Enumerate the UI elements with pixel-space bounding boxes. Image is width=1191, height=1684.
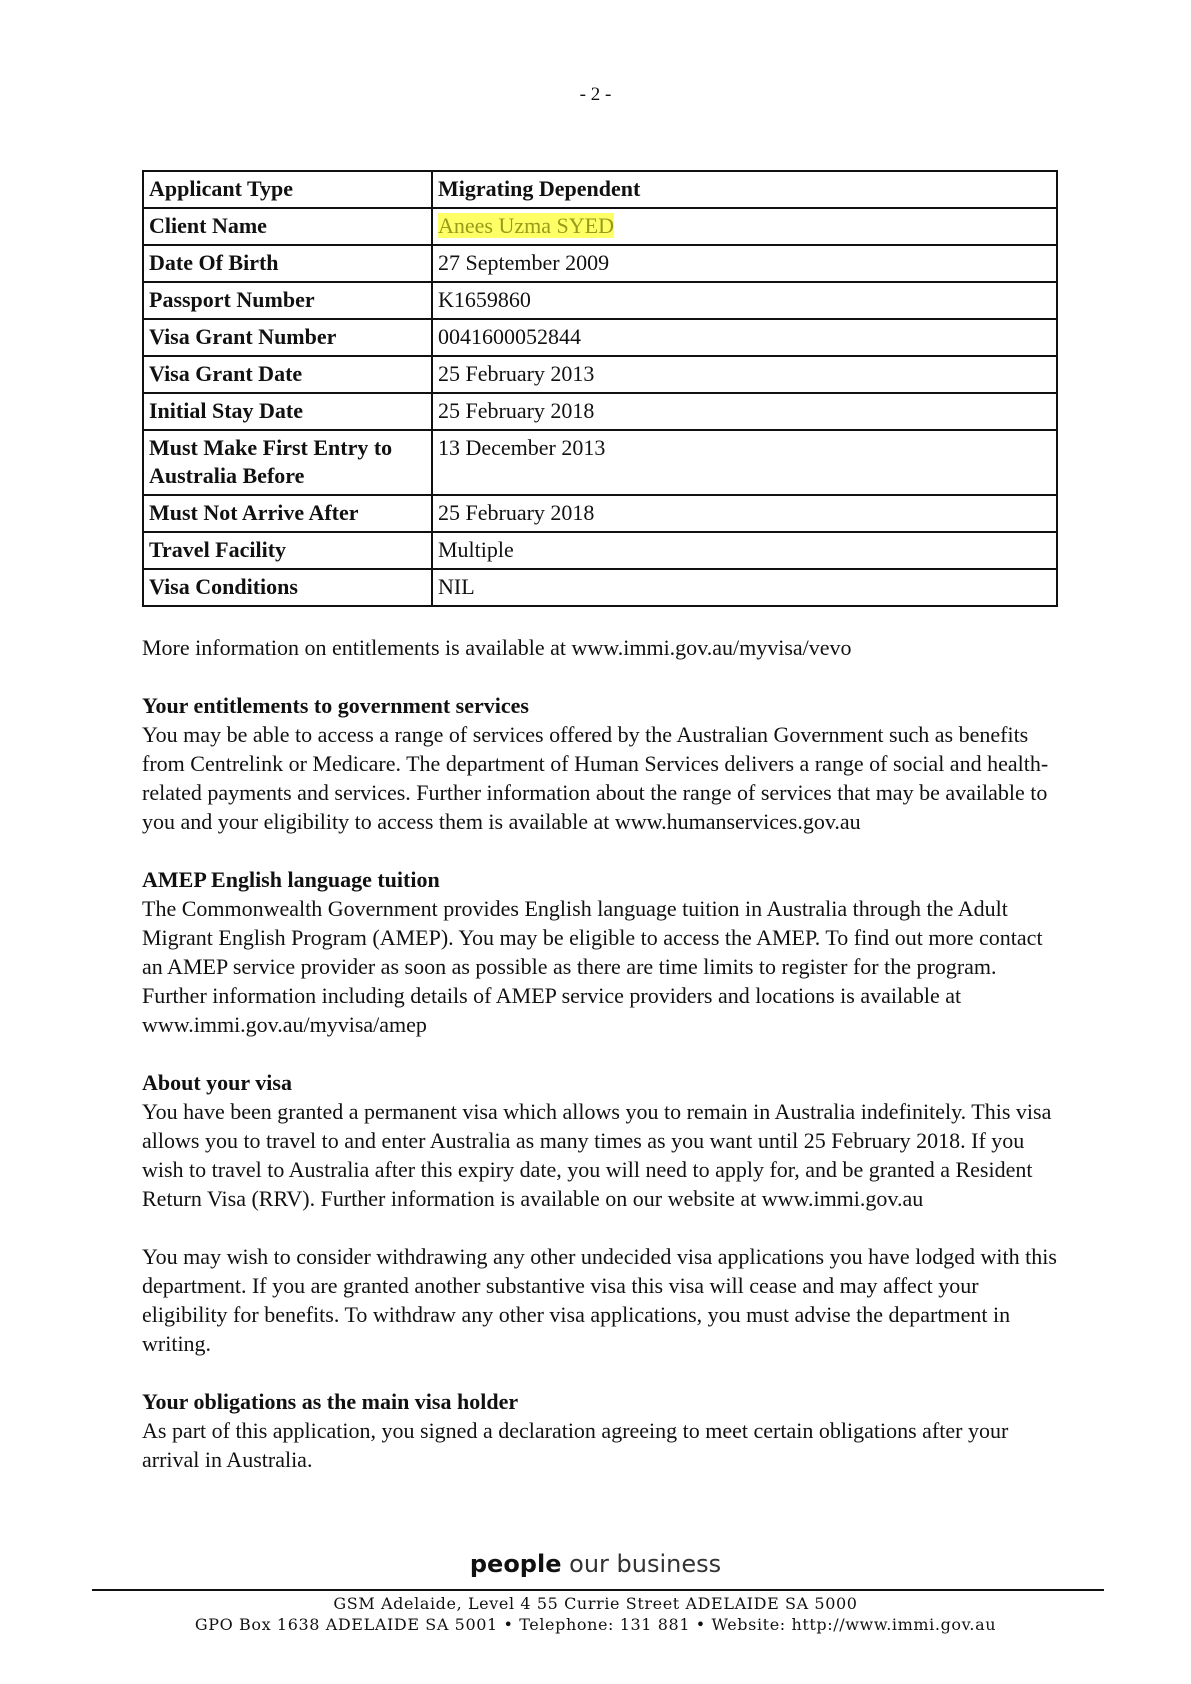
gov-services-heading: Your entitlements to government services [142, 693, 529, 718]
initial-stay-date-value: 25 February 2018 [432, 393, 1057, 430]
table-row [143, 430, 1057, 495]
passport-number-value: K1659860 [432, 282, 1057, 319]
visa-conditions-value: NIL [432, 569, 1057, 606]
table-row [143, 319, 1057, 356]
date-of-birth-value: 27 September 2009 [432, 245, 1057, 282]
client-name-label: Client Name [143, 208, 432, 245]
visa-grant-number-label: Visa Grant Number [143, 319, 432, 356]
table-row [143, 495, 1057, 532]
must-not-arrive-after-value: 25 February 2018 [432, 495, 1057, 532]
table-row [143, 208, 1057, 245]
footer-address-line2: GPO Box 1638 ADELAIDE SA 5001 • Telephone: 131 881 • Website: http://www.immi.gov.au [194, 1615, 997, 1634]
amep-heading: AMEP English language tuition [142, 867, 440, 892]
table-row [143, 356, 1057, 393]
about-visa-paragraph: You have been granted a permanent visa which allows you to remain in Australia indefinitely. This visa allows you to travel to and enter Australia as many times as you want until 25 February 2018. If you wish to travel to Australia after this expiry date, you will need to apply for, and be granted a Resident Return Visa (RRV). Further information is available on our website at www.immi.gov.au [142, 1099, 1052, 1211]
table-row [143, 171, 1057, 208]
visa-details-table [142, 170, 1058, 607]
letter-body [142, 633, 1062, 1503]
gov-services-paragraph: You may be able to access a range of services offered by the Australian Government such as benefits from Centrelink or Medicare. The department of Human Services delivers a range of social and health-related payments and services. Further information about the range of services that may be available to you and your eligibility to access them is available at www.humanservices.gov.au [142, 722, 1049, 834]
more-info-paragraph: More information on entitlements is available at www.immi.gov.au/myvisa/vevo [142, 635, 852, 660]
visa-grant-number-value: 0041600052844 [432, 319, 1057, 356]
withdraw-paragraph: You may wish to consider withdrawing any other undecided visa applications you have lodged with this department. If you are granted another substantive visa this visa will cease and may affect your eligibility for benefits. To withdraw any other visa applications, you must advise the department in writing. [142, 1244, 1057, 1356]
footer-address [0, 1593, 1191, 1635]
visa-grant-date-label: Visa Grant Date [143, 356, 432, 393]
table-row [143, 569, 1057, 606]
table-row [143, 282, 1057, 319]
first-entry-value: 13 December 2013 [432, 430, 1057, 495]
obligations-paragraph: As part of this application, you signed a declaration agreeing to meet certain obligations after your arrival in Australia. [142, 1418, 1009, 1472]
applicant-type-label: Applicant Type [143, 171, 432, 208]
table-row [143, 393, 1057, 430]
obligations-heading: Your obligations as the main visa holder [142, 1389, 519, 1414]
page-number: - 2 - [579, 84, 612, 105]
slogan-bold: people [469, 1550, 562, 1578]
initial-stay-date-label: Initial Stay Date [143, 393, 432, 430]
visa-conditions-label: Visa Conditions [143, 569, 432, 606]
footer-address-line1: GSM Adelaide, Level 4 55 Currie Street ADELAIDE SA 5000 [333, 1594, 858, 1613]
client-name-value: Anees Uzma SYED [438, 213, 614, 238]
table-row [143, 245, 1057, 282]
travel-facility-label: Travel Facility [143, 532, 432, 569]
visa-grant-date-value: 25 February 2013 [432, 356, 1057, 393]
applicant-type-value: Migrating Dependent [432, 171, 1057, 208]
footer-divider [92, 1589, 1104, 1591]
first-entry-label: Must Make First Entry to Australia Before [143, 430, 432, 495]
must-not-arrive-after-label: Must Not Arrive After [143, 495, 432, 532]
about-visa-heading: About your visa [142, 1070, 292, 1095]
table-row [143, 532, 1057, 569]
date-of-birth-label: Date Of Birth [143, 245, 432, 282]
passport-number-label: Passport Number [143, 282, 432, 319]
footer-slogan [0, 1550, 1191, 1578]
slogan-light: our business [569, 1550, 722, 1578]
amep-paragraph: The Commonwealth Government provides English language tuition in Australia through the Adult Migrant English Program (AMEP). You may be eligible to access the AMEP. To find out more contact an AMEP service provider as soon as possible as there are time limits to register for the program. Further information including details of AMEP service providers and locations is available at www.immi.gov.au/myvisa/amep [142, 896, 1043, 1037]
travel-facility-value: Multiple [432, 532, 1057, 569]
